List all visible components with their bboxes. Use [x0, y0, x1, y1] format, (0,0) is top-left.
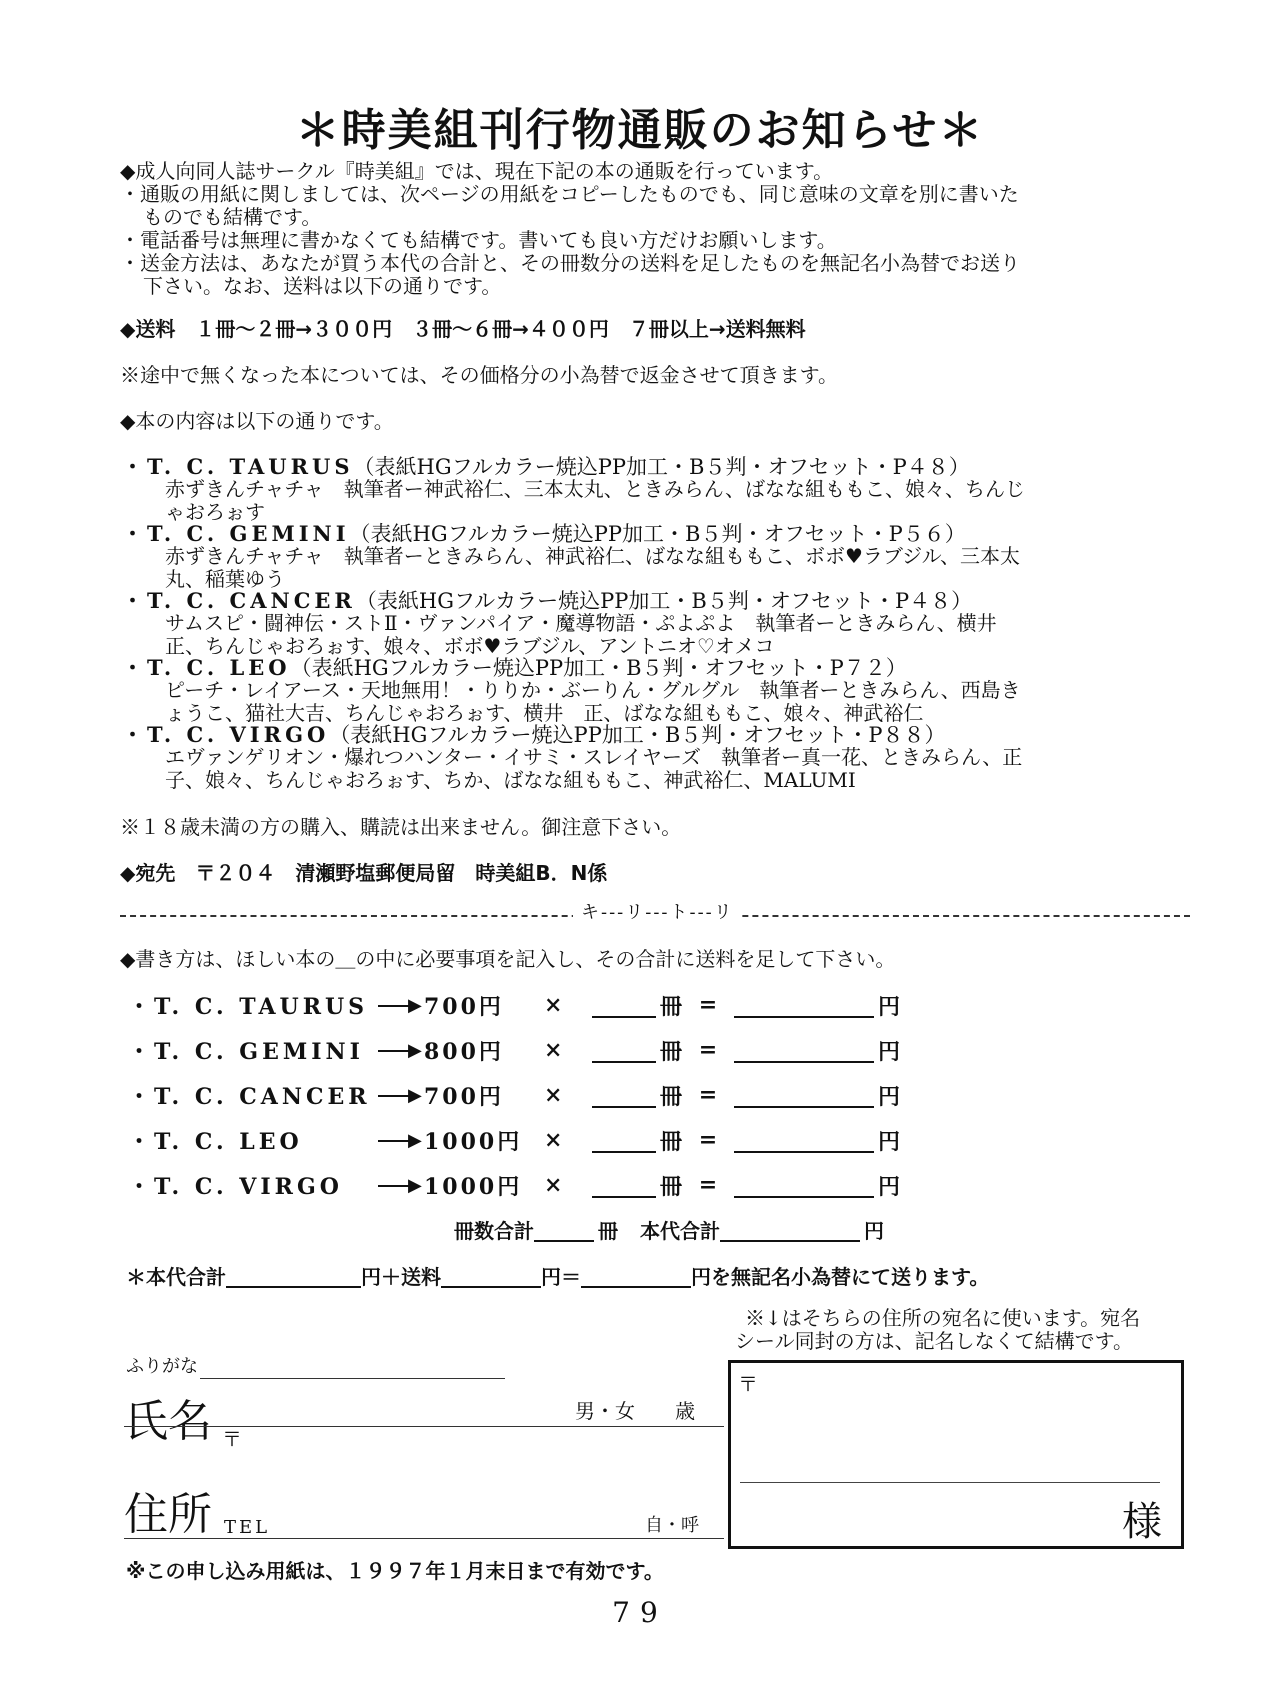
- address-label: 住所: [124, 1489, 212, 1540]
- validity-note: ※この申し込み用紙は、１９９７年１月末日まで有効です。: [126, 1559, 664, 1583]
- summary-prefix: ＊本代合計: [126, 1264, 226, 1289]
- order-price: 1000円: [424, 1173, 523, 1200]
- tel-label: TEL: [224, 1517, 271, 1538]
- quantity-field[interactable]: [592, 1127, 656, 1153]
- mailing-address: ◆宛先 〒２０４ 清瀬野塩郵便局留 時美組B．N係: [120, 861, 608, 885]
- quantity-field[interactable]: [592, 1172, 656, 1198]
- page-number: 79: [612, 1596, 668, 1629]
- unit-yen: 円: [864, 1218, 884, 1243]
- order-book-name: ・T. C. LEO: [128, 1128, 303, 1155]
- unit-book: 冊: [660, 1128, 683, 1155]
- book-title: ・T. C. LEO: [122, 655, 291, 680]
- honorific-sama: 様: [1122, 1499, 1162, 1545]
- order-price: 800円: [424, 1038, 504, 1065]
- unit-yen: 円: [878, 1128, 901, 1155]
- shipping-rates: ◆送料 １冊〜２冊→３００円 ３冊〜６冊→４００円 ７冊以上→送料無料: [120, 317, 806, 341]
- tel-type-label: 自・呼: [645, 1515, 699, 1536]
- equals-sign: =: [698, 1172, 718, 1198]
- subtotal-field[interactable]: [734, 1127, 874, 1153]
- gender-age-label: 男・女 歳: [575, 1399, 695, 1423]
- quantity-field[interactable]: [592, 992, 656, 1018]
- times-sign: ×: [544, 1127, 563, 1153]
- order-price: 1000円: [424, 1128, 523, 1155]
- book-desc-line: 赤ずきんチャチャ 執筆者ー神武裕仁、三本太丸、ときみらん、ばなな組ももこ、娘々、ちんじ: [165, 477, 1025, 501]
- times-sign: ×: [544, 1037, 563, 1063]
- book-desc-line: サムスピ・闘神伝・ストⅡ・ヴァンパイア・魔導物語・ぷよぷよ 執筆者ーときみらん、横井: [165, 611, 997, 635]
- summary-shipping-field[interactable]: [441, 1262, 541, 1288]
- book-spec: （表紙HGフルカラー焼込PP加工・B５判・オフセット・P７２）: [290, 656, 907, 680]
- arrow-icon: ▶: [378, 1173, 424, 1198]
- arrow-icon: ▶: [378, 1083, 424, 1108]
- book-entry-virgo: [122, 723, 946, 747]
- order-row-leo: [128, 1125, 900, 1155]
- box-zip-label: 〒: [738, 1372, 758, 1396]
- book-spec: （表紙HGフルカラー焼込PP加工・B５判・オフセット・P５６）: [349, 522, 966, 546]
- order-book-name: ・T. C. CANCER: [128, 1083, 371, 1110]
- order-book-name: ・T. C. VIRGO: [128, 1173, 343, 1200]
- book-entry-taurus: [122, 455, 970, 479]
- address-label-box[interactable]: [728, 1360, 1184, 1549]
- intro-line-1: ◆成人向同人誌サークル『時美組』では、現在下記の本の通販を行っています。: [120, 159, 834, 183]
- unit-book: 冊: [660, 1173, 683, 1200]
- unit-yen: 円: [878, 1038, 901, 1065]
- subtotal-field[interactable]: [734, 1172, 874, 1198]
- order-row-taurus: [128, 990, 900, 1020]
- furigana-label: ふりがな: [126, 1356, 198, 1377]
- book-entry-cancer: [122, 589, 972, 613]
- arrow-icon: ▶: [378, 1128, 424, 1153]
- summary-books-field[interactable]: [226, 1262, 361, 1288]
- order-price: 700円: [424, 1083, 504, 1110]
- box-address-line: [740, 1482, 1160, 1483]
- subtotal-field[interactable]: [734, 992, 874, 1018]
- count-total-label: 冊数合計: [454, 1218, 534, 1243]
- book-desc-line: ゃおろぉす: [165, 500, 265, 524]
- arrow-icon: ▶: [378, 993, 424, 1018]
- times-sign: ×: [544, 1172, 563, 1198]
- summary-row: [126, 1260, 989, 1290]
- name-label: 氏名: [124, 1396, 212, 1447]
- unit-book: 冊: [660, 993, 683, 1020]
- unit-book: 冊: [660, 1083, 683, 1110]
- zip-label: 〒: [222, 1427, 242, 1451]
- unit-yen: 円: [878, 1083, 901, 1110]
- cut-label: キ---リ---ト---リ: [573, 898, 742, 924]
- price-total-field[interactable]: [720, 1216, 860, 1242]
- price-total-label: 本代合計: [640, 1218, 720, 1243]
- furigana-field[interactable]: [200, 1378, 505, 1379]
- book-title: ・T. C. VIRGO: [122, 722, 330, 747]
- howto-instruction: ◆書き方は、ほしい本の＿の中に必要事項を記入し、その合計に送料を足して下さい。: [120, 947, 896, 971]
- contents-header: ◆本の内容は以下の通りです。: [120, 409, 394, 433]
- book-desc-line: 丸、稲葉ゆう: [165, 567, 285, 591]
- times-sign: ×: [544, 1082, 563, 1108]
- quantity-field[interactable]: [592, 1082, 656, 1108]
- address-field[interactable]: [124, 1538, 724, 1539]
- page-title: ＊時美組刊行物通販のお知らせ＊: [295, 105, 985, 156]
- book-spec: （表紙HGフルカラー焼込PP加工・B５判・オフセット・P８８）: [329, 723, 946, 747]
- intro-line-3: ものでも結構です。: [143, 205, 322, 229]
- count-total-field[interactable]: [534, 1216, 594, 1242]
- order-row-cancer: [128, 1080, 900, 1110]
- summary-equals: 円＝: [541, 1264, 581, 1289]
- order-row-virgo: [128, 1170, 900, 1200]
- age-note: ※１８歳未満の方の購入、購読は出来ません。御注意下さい。: [120, 815, 682, 839]
- equals-sign: =: [698, 1082, 718, 1108]
- book-desc-line: エヴァンゲリオン・爆れつハンター・イサミ・スレイヤーズ 執筆者ー真一花、ときみらん、正: [165, 745, 1023, 769]
- address-note-line-1: ※↓はそちらの住所の宛名に使います。宛名: [745, 1306, 1141, 1330]
- unit-book: 冊: [660, 1038, 683, 1065]
- address-note-line-2: シール同封の方は、記名しなくて結構です。: [735, 1329, 1133, 1353]
- book-title: ・T. C. CANCER: [122, 588, 356, 613]
- intro-line-6: 下さい。なお、送料は以下の通りです。: [143, 274, 502, 298]
- book-spec: （表紙HGフルカラー焼込PP加工・B５判・オフセット・P４８）: [353, 455, 970, 479]
- order-price: 700円: [424, 993, 504, 1020]
- order-row-gemini: [128, 1035, 900, 1065]
- order-book-name: ・T. C. GEMINI: [128, 1038, 364, 1065]
- refund-note: ※途中で無くなった本については、その価格分の小為替で返金させて頂きます。: [120, 363, 838, 387]
- arrow-icon: ▶: [378, 1038, 424, 1063]
- book-spec: （表紙HGフルカラー焼込PP加工・B５判・オフセット・P４８）: [355, 589, 973, 613]
- book-desc-line: 赤ずきんチャチャ 執筆者ーときみらん、神武裕仁、ばなな組ももこ、ボボ♥ラブジル、三本太: [165, 544, 1021, 568]
- order-book-name: ・T. C. TAURUS: [128, 993, 369, 1020]
- summary-total-field[interactable]: [581, 1262, 691, 1288]
- unit-book: 冊: [598, 1218, 618, 1243]
- book-title: ・T. C. GEMINI: [122, 521, 350, 546]
- book-desc-line: ピーチ・レイアース・天地無用！・りりか・ぶーりん・グルグル 執筆者ーときみらん、西島き: [165, 678, 1021, 702]
- subtotal-field[interactable]: [734, 1082, 874, 1108]
- subtotal-field[interactable]: [734, 1037, 874, 1063]
- book-title: ・T. C. TAURUS: [122, 454, 354, 479]
- intro-line-4: ・電話番号は無理に書かなくても結構です。書いても良い方だけお願いします。: [120, 228, 837, 252]
- book-entry-leo: [122, 656, 907, 680]
- name-field[interactable]: [124, 1426, 724, 1427]
- book-desc-line: 正、ちんじゃおろぉす、娘々、ボボ♥ラブジル、アントニオ♡オメコ: [165, 634, 775, 658]
- intro-line-2: ・通販の用紙に関しましては、次ページの用紙をコピーしたものでも、同じ意味の文章を別に書いた: [120, 182, 1019, 206]
- equals-sign: =: [698, 1037, 718, 1063]
- times-sign: ×: [544, 992, 563, 1018]
- book-desc-line: ょうこ、猫社大吉、ちんじゃおろぉす、横井 正、ばなな組ももこ、娘々、神武裕仁: [165, 701, 924, 725]
- summary-suffix: 円を無記名小為替にて送ります。: [691, 1264, 990, 1289]
- intro-line-5: ・送金方法は、あなたが買う本代の合計と、その冊数分の送料を足したものを無記名小為替でお送り: [120, 251, 1020, 275]
- book-entry-gemini: [122, 522, 966, 546]
- unit-yen: 円: [878, 993, 901, 1020]
- summary-shipping-label: 円＋送料: [361, 1264, 441, 1289]
- equals-sign: =: [698, 992, 718, 1018]
- quantity-field[interactable]: [592, 1037, 656, 1063]
- totals-row: [454, 1214, 884, 1244]
- equals-sign: =: [698, 1127, 718, 1153]
- unit-yen: 円: [878, 1173, 901, 1200]
- book-desc-line: 子、娘々、ちんじゃおろぉす、ちか、ばなな組ももこ、神武裕仁、MALUMI: [165, 768, 856, 792]
